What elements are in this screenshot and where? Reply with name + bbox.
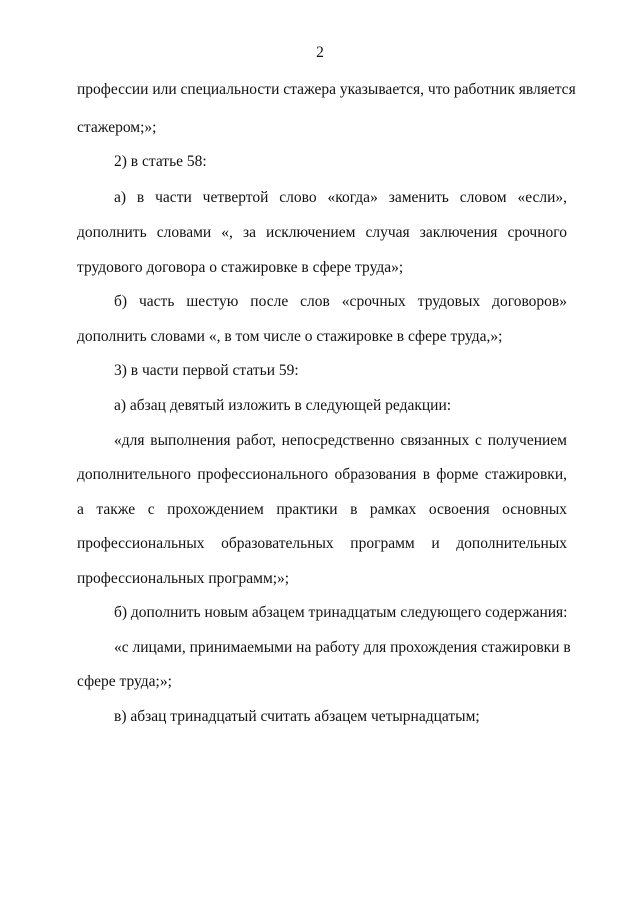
text-line: а также с прохождением практики в рамках освоения основных	[77, 501, 567, 518]
paragraph-line: а) абзац девятый изложить в следующей редакции:	[114, 397, 452, 414]
paragraph-line: а) в части четвертой слово «когда» заменить словом «если»,	[114, 189, 567, 206]
paragraph-line: «с лицами, принимаемыми на работу для прохождения стажировки в	[114, 639, 571, 656]
paragraph-line: в) абзац тринадцатый считать абзацем четырнадцатым;	[114, 708, 480, 725]
paragraph-line: б) дополнить новым абзацем тринадцатым следующего содержания:	[114, 604, 568, 621]
text-line: стажером;»;	[77, 119, 157, 136]
paragraph-line: б) часть шестую после слов «срочных трудовых договоров»	[114, 293, 567, 310]
page-number: 2	[316, 44, 324, 61]
text-line: профессиональных программ;»;	[77, 570, 290, 587]
text-line: дополнить словами «, за исключением случая заключения срочного	[77, 224, 567, 241]
text-line: трудового договора о стажировке в сфере труда»;	[77, 259, 404, 276]
text-line: профессии или специальности стажера указывается, что работник является	[77, 81, 576, 98]
text-line: дополнить словами «, в том числе о стажировке в сфере труда,»;	[77, 328, 503, 345]
paragraph-line: 2) в статье 58:	[114, 153, 207, 170]
text-line: профессиональных образовательных программ и дополнительных	[77, 535, 567, 552]
paragraph-line: 3) в части первой статьи 59:	[114, 362, 299, 379]
text-line: сфере труда;»;	[77, 673, 172, 690]
paragraph-line: «для выполнения работ, непосредственно связанных с получением	[114, 432, 567, 449]
text-line: дополнительного профессионального образования в форме стажировки,	[77, 466, 567, 483]
